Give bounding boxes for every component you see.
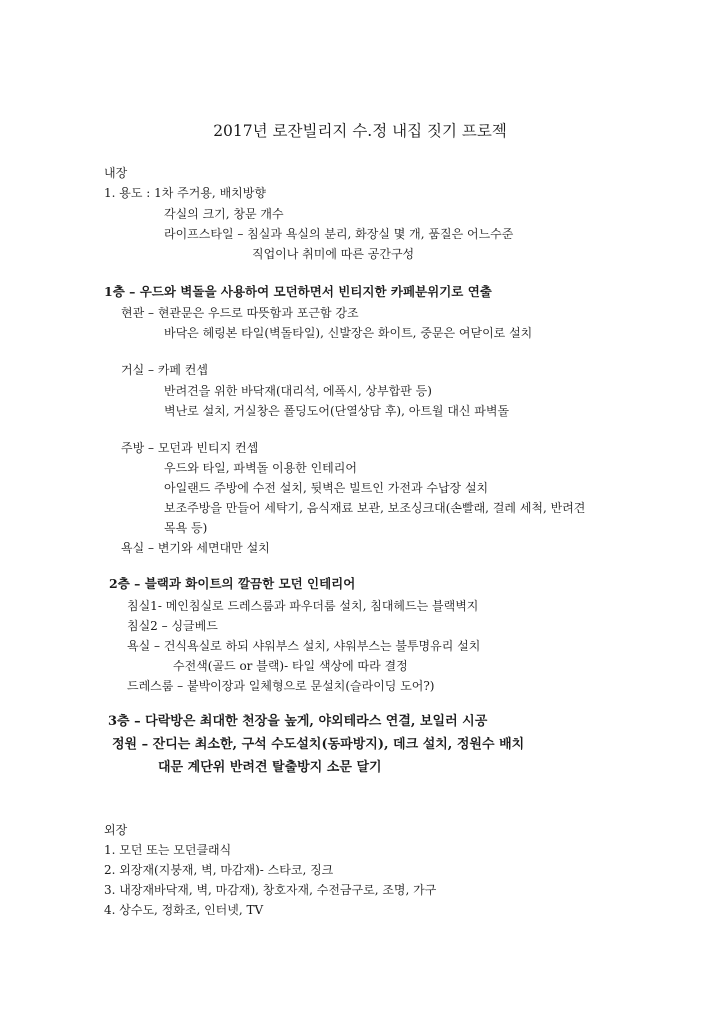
document-title: 2017년 로잔빌리지 수.정 내집 짓기 프로젝: [213, 122, 507, 140]
floor1-heading: 1층 – 우드와 벽돌을 사용하여 모던하면서 빈티지한 카페분위기로 연출: [104, 284, 492, 299]
floor1-living-line-1: 거실 – 카페 컨셉: [121, 363, 208, 377]
purpose-line-1: 1. 용도 : 1차 주거용, 배치방향: [104, 186, 266, 200]
garden-line-1: 정원 – 잔디는 최소한, 구석 수도설치(동파방지), 데크 설치, 정원수 배치: [112, 737, 525, 752]
purpose-line-3: 라이프스타일 – 침실과 욕실의 분리, 화장실 몇 개, 품질은 어느수준: [164, 227, 514, 241]
exterior-item-3: 3. 내장재바닥재, 벽, 마감재), 창호자재, 수전금구로, 조명, 가구: [104, 883, 437, 897]
floor2-heading: 2층 – 블랙과 화이트의 깔끔한 모던 인테리어: [109, 576, 356, 591]
exterior-item-4: 4. 상수도, 정화조, 인터넷, TV: [104, 903, 264, 917]
garden-line-2: 대문 계단위 반려견 탈출방지 소문 달기: [158, 760, 382, 775]
floor1-kitchen-line-1: 주방 – 모던과 빈티지 컨셉: [121, 441, 259, 455]
floor1-entrance-line-2: 바닥은 헤링본 타일(벽돌타일), 신발장은 화이트, 중문은 여닫이로 설치: [164, 326, 533, 340]
exterior-item-2: 2. 외장재(지붕재, 벽, 마감재)- 스타코, 징크: [104, 863, 334, 877]
floor1-living-line-3: 벽난로 설치, 거실창은 폴딩도어(단열상담 후), 아트월 대신 파벽돌: [164, 404, 510, 418]
floor1-kitchen-line-2: 우드와 타일, 파벽돌 이용한 인테리어: [164, 461, 357, 475]
floor1-kitchen-line-4: 보조주방을 만들어 세탁기, 음식재료 보관, 보조싱크대(손빨래, 걸레 세척, 반려견: [164, 501, 586, 515]
floor1-living-line-2: 반려견을 위한 바닥재(대리석, 에폭시, 상부합판 등): [164, 384, 432, 398]
purpose-line-2: 각실의 크기, 창문 개수: [164, 207, 284, 221]
floor2-bath-line-1: 욕실 – 건식욕실로 하되 샤워부스 설치, 샤워부스는 불투명유리 설치: [127, 639, 481, 653]
floor3-line: 3층 – 다락방은 최대한 천장을 높게, 야외테라스 연결, 보일러 시공: [108, 714, 488, 729]
exterior-heading: 외장: [104, 823, 128, 837]
floor1-entrance-line-1: 현관 – 현관문은 우드로 따뜻함과 포근함 강조: [121, 306, 359, 320]
floor2-bedroom2-line: 침실2 – 싱글베드: [127, 619, 218, 633]
interior-heading: 내장: [104, 166, 128, 180]
floor2-bedroom1-line: 침실1- 메인침실로 드레스룸과 파우더룸 설치, 침대헤드는 블랙벽지: [127, 599, 479, 613]
exterior-item-1: 1. 모던 또는 모던클래식: [104, 843, 232, 857]
purpose-line-4: 직업이나 취미에 따른 공간구성: [252, 247, 415, 261]
floor2-dressroom-line: 드레스룸 – 붙박이장과 일체형으로 문설치(슬라이딩 도어?): [127, 679, 435, 693]
floor2-bath-line-2: 수전색(골드 or 블랙)- 타일 색상에 따라 결정: [173, 659, 408, 673]
floor1-kitchen-line-3: 아일랜드 주방에 수전 설치, 뒷벽은 빌트인 가전과 수납장 설치: [164, 481, 489, 495]
floor1-kitchen-line-5: 목욕 등): [164, 521, 208, 535]
floor1-bath-line: 욕실 – 변기와 세면대만 설치: [121, 541, 270, 555]
